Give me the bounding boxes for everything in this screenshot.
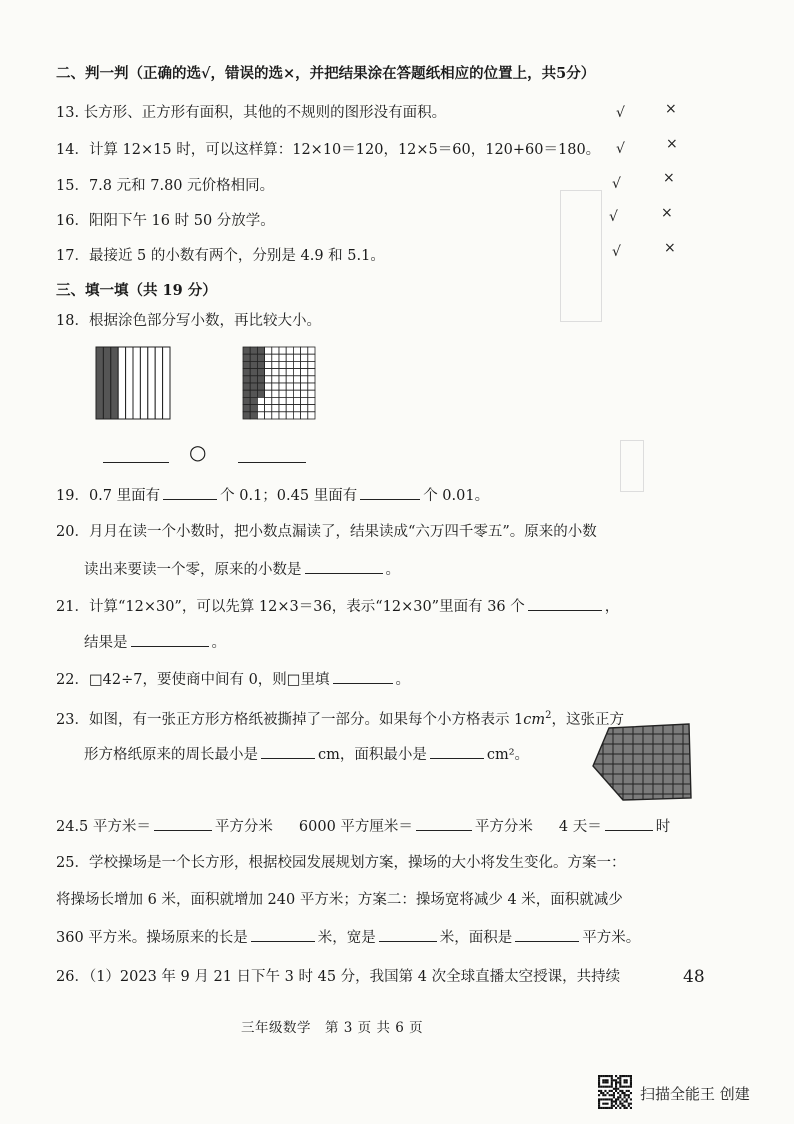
q23-line-1 (56, 706, 624, 730)
tenths-strip (148, 347, 155, 419)
hundredths-cell (257, 412, 264, 419)
q25-blank-1[interactable] (251, 927, 315, 942)
q20-end: 。 (385, 562, 400, 578)
judge-item-17: 17．最接近 5 的小数有两个，分别是 4.9 和 5.1。 (56, 248, 385, 264)
hundredths-cell (243, 390, 250, 397)
hundredths-cell (250, 397, 257, 404)
hundredths-cell (250, 361, 257, 368)
hundredths-cell (293, 347, 300, 354)
hundredths-cell (279, 347, 286, 354)
q20-line-2 (84, 559, 400, 580)
q23-text-e: cm²。 (486, 747, 530, 763)
check-mark-17[interactable]: √ (612, 244, 621, 260)
hundredths-cell (250, 412, 257, 419)
cross-mark-16[interactable]: × (661, 205, 673, 221)
qr-code-icon (598, 1075, 632, 1109)
hundredths-cell (301, 405, 308, 412)
hundredths-cell (257, 397, 264, 404)
hundredths-cell (293, 412, 300, 419)
hundredths-cell (272, 369, 279, 376)
hundredths-cell (257, 347, 264, 354)
hundredths-cell (272, 376, 279, 383)
compare-circle[interactable]: ○ (189, 440, 207, 464)
tenths-strip (103, 347, 110, 419)
hundredths-cell (243, 347, 250, 354)
q23-blank-1[interactable] (261, 744, 315, 759)
torn-grid-figure (591, 722, 693, 802)
q26-line-1: 26．（1）2023 年 9 月 21 日下午 3 时 45 分，我国第 4 次全球直播太空授课，共持续 (56, 969, 621, 985)
q25-blank-2[interactable] (379, 927, 437, 942)
tenths-strip (118, 347, 125, 419)
hundredths-cell (265, 383, 272, 390)
hundredths-cell (279, 397, 286, 404)
page-footer: 三年级数学 第 3 页 共 6 页 (241, 1020, 424, 1036)
hundredths-cell (293, 361, 300, 368)
q25-line-3 (56, 927, 640, 948)
hundredths-cell (243, 369, 250, 376)
hundredths-cell (279, 369, 286, 376)
q18-answer-left[interactable] (103, 448, 169, 463)
tenths-strip (163, 347, 170, 419)
q20-text: 读出来要读一个零，原来的小数是 (84, 562, 302, 578)
section-3-title: 三、填一填（共 19 分） (56, 282, 217, 299)
q21-blank-1[interactable] (528, 596, 602, 611)
hundredths-cell (308, 376, 315, 383)
check-mark-13[interactable]: √ (616, 105, 625, 121)
q20-line-1: 20．月月在读一个小数时，把小数点漏读了，结果读成“六万四千零五”。原来的小数 (56, 524, 597, 540)
hundredths-cell (308, 361, 315, 368)
q19 (56, 485, 489, 506)
hundredths-cell (308, 383, 315, 390)
q26-number: 48 (683, 967, 705, 987)
hundredths-cell (265, 405, 272, 412)
hundredths-cell (265, 390, 272, 397)
q19-text-a: 19．0.7 里面有 (56, 488, 161, 504)
q23-text-d: cm，面积最小是 (318, 747, 427, 763)
q23-line-2 (84, 744, 529, 765)
hundredths-cell (257, 354, 264, 361)
q25-line-2: 将操场长增加 6 米，面积就增加 240 平方米；方案二：操场宽将减少 4 米，面积就减少 (56, 892, 623, 908)
hundredths-cell (286, 347, 293, 354)
q23-blank-2[interactable] (430, 744, 484, 759)
q23-unit: cm (523, 711, 546, 728)
hundredths-cell (301, 361, 308, 368)
q21-text-c: 结果是 (84, 635, 128, 651)
q24-text-b: 平方分米 (214, 819, 273, 835)
tenths-strip (155, 347, 162, 419)
hundredths-cell (272, 390, 279, 397)
hundredths-cell (250, 354, 257, 361)
hundredths-cell (308, 412, 315, 419)
q22-blank[interactable] (333, 669, 393, 684)
judge-item-16: 16．阳阳下午 16 时 50 分放学。 (56, 213, 275, 229)
q19-text-b: 个 0.1；0.45 里面有 (220, 488, 358, 504)
hundredths-cell (301, 412, 308, 419)
tenths-strip (133, 347, 140, 419)
hundredths-cell (308, 390, 315, 397)
hundredths-cell (265, 347, 272, 354)
q22 (56, 669, 410, 690)
cross-mark-14[interactable]: × (666, 136, 678, 152)
hundredths-cell (243, 361, 250, 368)
judge-item-14: 14．计算 12×15 时，可以这样算：12×10＝120，12×5＝60，120+60＝180。 (56, 142, 601, 158)
hundredths-cell (243, 412, 250, 419)
hundredths-cell (308, 397, 315, 404)
cross-mark-17[interactable]: × (664, 240, 676, 256)
q24-blank-1[interactable] (154, 816, 212, 831)
q21-line-2 (84, 632, 226, 653)
q24-text-e: 4 天＝ (558, 819, 602, 835)
q25-text-b: 米，宽是 (317, 930, 376, 946)
hundredths-cell (272, 354, 279, 361)
q24-text-f: 时 (655, 819, 671, 835)
check-mark-16[interactable]: √ (609, 209, 618, 225)
hundredths-cell (279, 383, 286, 390)
scanner-brand: 扫描全能王 创建 (640, 1085, 750, 1103)
hundredths-cell (293, 390, 300, 397)
hundredths-cell (308, 347, 315, 354)
cross-mark-13[interactable]: × (665, 101, 677, 117)
hundredths-cell (279, 412, 286, 419)
q24-blank-2[interactable] (416, 816, 472, 831)
hundredths-cell (279, 354, 286, 361)
hundredths-cell (293, 405, 300, 412)
hundredths-cell (272, 361, 279, 368)
q19-blank-1[interactable] (163, 485, 217, 500)
hundredths-cell (293, 376, 300, 383)
q24 (56, 816, 670, 837)
q21-comma: ， (604, 599, 620, 615)
q23-text-c: 形方格纸原来的周长最小是 (84, 747, 258, 763)
hundredths-cell (265, 376, 272, 383)
hundredths-cell (301, 390, 308, 397)
hundredths-cell (272, 383, 279, 390)
hundredths-cell (301, 347, 308, 354)
hundredths-cell (301, 354, 308, 361)
hundredths-cell (272, 412, 279, 419)
tenths-figure (95, 346, 171, 420)
hundredths-cell (286, 390, 293, 397)
q22-text: 22．□42÷7，要使商中间有 0，则□里填 (56, 672, 330, 688)
hundredths-cell (250, 405, 257, 412)
hundredths-cell (272, 405, 279, 412)
hundredths-cell (272, 397, 279, 404)
q20-blank[interactable] (305, 559, 383, 574)
hundredths-cell (265, 369, 272, 376)
q23-text-b: ，这张正方 (551, 711, 625, 728)
hundredths-cell (301, 397, 308, 404)
hundredths-cell (243, 383, 250, 390)
hundredths-cell (250, 369, 257, 376)
q18-answer-right[interactable] (238, 448, 306, 463)
hundredths-cell (293, 383, 300, 390)
hundredths-cell (308, 405, 315, 412)
hundredths-cell (293, 354, 300, 361)
show-through-mark (560, 190, 602, 322)
hundredths-cell (286, 397, 293, 404)
hundredths-cell (279, 376, 286, 383)
hundredths-cell (286, 383, 293, 390)
hundredths-cell (257, 361, 264, 368)
tenths-strip (96, 347, 103, 419)
q21-blank-2[interactable] (131, 632, 209, 647)
hundredths-cell (286, 376, 293, 383)
hundredths-cell (243, 376, 250, 383)
q19-text-c: 个 0.01。 (423, 488, 490, 504)
cross-mark-15[interactable]: × (663, 170, 675, 186)
hundredths-cell (250, 376, 257, 383)
judge-item-15: 15．7.8 元和 7.80 元价格相同。 (56, 178, 275, 194)
hundredths-cell (301, 383, 308, 390)
q23-text-a: 23．如图，有一张正方形方格纸被撕掉了一部分。如果每个小方格表示 1 (56, 711, 524, 728)
hundredths-cell (250, 347, 257, 354)
hundredths-cell (286, 361, 293, 368)
tenths-strip (126, 347, 133, 419)
hundredths-cell (257, 383, 264, 390)
hundredths-cell (308, 354, 315, 361)
q21-end: 。 (211, 635, 226, 651)
hundredths-cell (308, 369, 315, 376)
q25-line-1: 25．学校操场是一个长方形，根据校园发展规划方案，操场的大小将发生变化。方案一： (56, 855, 626, 871)
hundredths-cell (265, 397, 272, 404)
q25-blank-3[interactable] (515, 927, 579, 942)
hundredths-figure (242, 346, 316, 420)
q25-text-a: 360 平方米。操场原来的长是 (56, 930, 248, 946)
q21-line-1 (56, 596, 619, 617)
hundredths-cell (286, 412, 293, 419)
hundredths-cell (293, 369, 300, 376)
hundredths-cell (265, 361, 272, 368)
hundredths-cell (301, 376, 308, 383)
q24-text-a: 24.5 平方米＝ (56, 819, 151, 835)
show-through-mark (620, 440, 644, 492)
hundredths-cell (243, 354, 250, 361)
q21-text-a: 21．计算“12×30”，可以先算 12×3＝36，表示“12×30”里面有 36 个 (56, 599, 525, 615)
hundredths-cell (250, 390, 257, 397)
check-mark-14[interactable]: √ (616, 141, 625, 157)
q19-blank-2[interactable] (360, 485, 420, 500)
hundredths-cell (286, 405, 293, 412)
hundredths-cell (301, 369, 308, 376)
q18-text: 18．根据涂色部分写小数，再比较大小。 (56, 313, 321, 329)
judge-item-13: 13. 长方形、正方形有面积，其他的不规则的图形没有面积。 (56, 105, 447, 121)
tenths-strip (111, 347, 118, 419)
hundredths-cell (279, 361, 286, 368)
q24-blank-3[interactable] (605, 816, 653, 831)
q22-end: 。 (395, 672, 411, 688)
section-2-title: 二、判一判（正确的选√，错误的选×，并把结果涂在答题纸相应的位置上，共5分） (56, 65, 596, 82)
hundredths-cell (279, 405, 286, 412)
q24-text-c: 6000 平方厘米＝ (298, 819, 413, 835)
hundredths-cell (250, 383, 257, 390)
q25-text-d: 平方米。 (582, 930, 641, 946)
hundredths-cell (265, 354, 272, 361)
tenths-strip (140, 347, 147, 419)
hundredths-cell (243, 397, 250, 404)
hundredths-cell (257, 376, 264, 383)
hundredths-cell (279, 390, 286, 397)
hundredths-cell (265, 412, 272, 419)
hundredths-cell (286, 354, 293, 361)
hundredths-cell (293, 397, 300, 404)
hundredths-cell (272, 347, 279, 354)
check-mark-15[interactable]: √ (612, 176, 621, 192)
hundredths-cell (286, 369, 293, 376)
q25-text-c: 米，面积是 (439, 930, 513, 946)
hundredths-cell (257, 390, 264, 397)
hundredths-cell (257, 369, 264, 376)
q23-sup: 2 (545, 710, 552, 721)
hundredths-cell (257, 405, 264, 412)
hundredths-cell (243, 405, 250, 412)
q24-text-d: 平方分米 (474, 819, 533, 835)
